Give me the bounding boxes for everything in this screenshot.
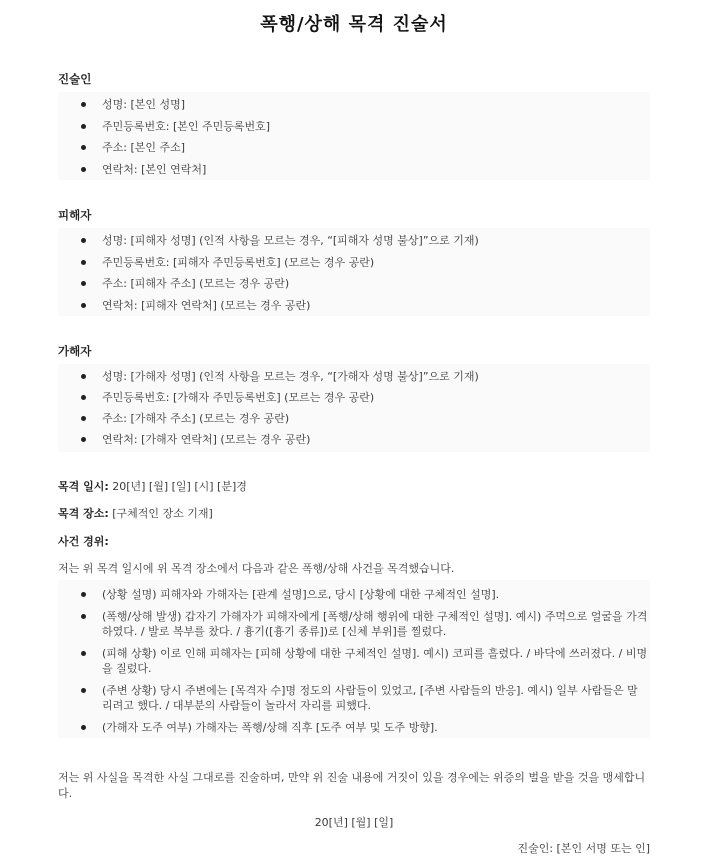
victim-address: 주소: [피해자 주소] (모르는 경우 공란) [58, 276, 648, 291]
document-title: 폭행/상해 목격 진술서 [260, 14, 448, 35]
offender-heading: 가해자 [58, 344, 92, 358]
circumstances-intro: 저는 위 목격 일시에 위 목격 장소에서 다음과 같은 폭행/상해 사건을 목격했습니다. [58, 562, 455, 575]
victim-heading: 피해자 [58, 208, 92, 222]
witness-list [58, 97, 648, 177]
statement-date: 20[년] [월] [일] [314, 816, 394, 829]
damage-item: (피해 상황) 이로 인해 피해자는 [피해 상황에 대한 구체적인 설명]. 예시) 코피를 흘렸다. / 바닥에 쓰러졌다. / 비명을 질렀다. [58, 646, 648, 676]
witness-contact: 연락처: [본인 연락처] [58, 162, 648, 177]
circumstances-heading: 사건 경위: [58, 535, 109, 548]
signature-line: 진술인: [본인 서명 또는 인] [517, 842, 650, 855]
offender-contact: 연락처: [가해자 연락처] (모르는 경우 공란) [58, 432, 648, 447]
offender-id-number: 주민등록번호: [가해자 주민등록번호] (모르는 경우 공란) [58, 390, 648, 405]
witness-address: 주소: [본인 주소] [58, 140, 648, 155]
assault-item: (폭행/상해 발생) 갑자기 가해자가 피해자에게 [폭행/상해 행위에 대한 구체적인 설명]. 예시) 주먹으로 얼굴을 가격하였다. / 발로 복부를 찼다. / 흉기([흉기 종류])로 [신체 부위]를 찔렀다. [58, 609, 648, 639]
situation-item: (상황 설명) 피해자와 가해자는 [관계 설명]으로, 당시 [상황에 대한 구체적인 설명]. [58, 587, 648, 602]
offender-list [58, 369, 648, 447]
victim-id-number: 주민등록번호: [피해자 주민등록번호] (모르는 경우 공란) [58, 255, 648, 270]
offender-name: 성명: [가해자 성명] (인적 사항을 모르는 경우, “[가해자 성명 불상]”으로 기재) [58, 369, 648, 384]
witness-heading: 진술인 [58, 72, 92, 86]
place-label: 목격 장소: [58, 507, 109, 520]
surroundings-item: (주변 상황) 당시 주변에는 [목격자 수]명 정도의 사람들이 있었고, [주변 사람들의 반응]. 예시) 일부 사람들은 말리려고 했다. / 대부분의 사람들이 놀라서 자리를 피했다. [58, 683, 648, 713]
offender-address: 주소: [가해자 주소] (모르는 경우 공란) [58, 411, 648, 426]
datetime-value: 20[년] [월] [일] [시] [분]경 [108, 480, 247, 493]
witness-name: 성명: [본인 성명] [58, 97, 648, 112]
declaration-text: 저는 위 사실을 목격한 사실 그대로를 진술하며, 만약 위 진술 내용에 거짓이 있을 경우에는 위증의 벌을 받을 것을 맹세합니다. [58, 771, 646, 800]
witness-id-number: 주민등록번호: [본인 주민등록번호] [58, 119, 648, 134]
escape-item: (가해자 도주 여부) 가해자는 폭행/상해 직후 [도주 여부 및 도주 방향]. [58, 720, 648, 735]
victim-list [58, 233, 648, 313]
victim-name: 성명: [피해자 성명] (인적 사항을 모르는 경우, “[피해자 성명 불상]”으로 기재) [58, 233, 648, 248]
victim-contact: 연락처: [피해자 연락처] (모르는 경우 공란) [58, 298, 648, 313]
witness-place [58, 505, 213, 521]
witness-datetime [58, 478, 247, 494]
datetime-label: 목격 일시: [58, 480, 109, 493]
place-value: [구체적인 장소 기재] [108, 507, 213, 520]
circumstances-list [58, 587, 648, 735]
